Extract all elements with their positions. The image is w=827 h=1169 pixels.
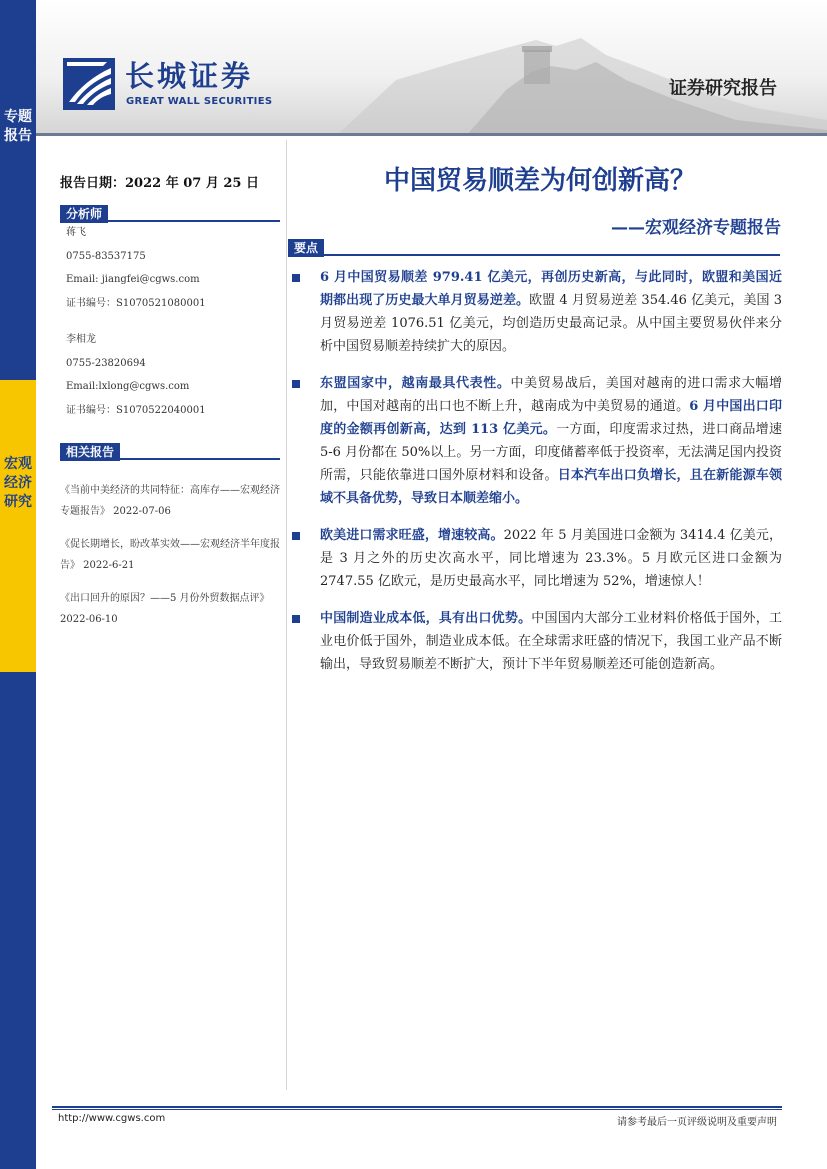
analysts-section-header — [60, 203, 280, 222]
report-type: 证券研究报告 — [669, 78, 777, 99]
key-point-lead-2: 6 月中国出口印度的金额再创新高，达到 113 亿美元。 — [320, 399, 782, 437]
related-section-header — [60, 441, 280, 460]
report-title: 中国贸易顺差为何创新高？ — [383, 166, 696, 196]
key-point-body: 中美贸易战后，美国对越南的进口需求大幅增加，中国对越南的出口也不断上升，越南成为中美贸易的通道。 — [320, 376, 782, 414]
sidebar-topic-label: 宏观经济研究 — [4, 456, 32, 510]
column-divider — [286, 140, 287, 1090]
footer-divider — [52, 1106, 782, 1108]
key-point — [290, 524, 782, 593]
key-points-section-header — [288, 237, 780, 256]
great-wall-logo-icon — [63, 58, 115, 110]
key-point-lead: 6 月中国贸易顺差 979.41 亿美元，再创历史新高，与此同时，欧盟和美国近期都出现了历史最大单月贸易逆差。 — [320, 270, 782, 308]
key-point-body: 欧盟 4 月贸易逆差 354.46 亿美元，美国 3 月贸易逆差 1076.51 亿美元，均创造历史最高记录。从中国主要贸易伙伴来分析中国贸易顺差持续扩大的原因。 — [320, 293, 782, 354]
key-point — [290, 266, 782, 358]
key-points-list — [290, 266, 782, 690]
square-bullet-icon — [292, 615, 300, 623]
analyst-2 — [66, 328, 206, 422]
related-report-item[interactable]: 《当前中美经济的共同特征：高库存——宏观经济专题报告》 2022-07-06 — [60, 485, 280, 517]
key-point-body: 中国国内大部分工业材料价格低于国外，工业电价低于国外，制造业成本低。在全球需求旺盛的情况下，我国工业产品不断输出，导致贸易顺差不断扩大，预计下半年贸易顺差还可能创造新高。 — [320, 611, 782, 672]
analyst-name: 蒋飞 — [66, 227, 86, 238]
analyst-phone: 0755-23820694 — [66, 357, 146, 369]
key-point-lead: 欧美进口需求旺盛，增速较高。 — [320, 528, 504, 543]
analyst-email: Email:lxlong@cgws.com — [66, 381, 190, 392]
key-point-body-2: 一方面，印度需求过热，进口商品增速 5-6 月份都在 50%以上。另一方面，印度储蓄率低于投资率，无法满足国内投资所需，只能依靠进口国外原材料和设备。 — [320, 422, 782, 483]
related-report-item[interactable]: 《促长期增长，盼改革实效——宏观经济半年度报告》 2022-6-21 — [60, 539, 280, 571]
key-points-header-label: 要点 — [288, 239, 324, 257]
key-point — [290, 372, 782, 510]
analyst-phone: 0755-83537175 — [66, 250, 146, 262]
analyst-cert: 证书编号：S1070522040001 — [66, 404, 206, 416]
related-reports-list — [60, 480, 282, 642]
square-bullet-icon — [292, 274, 300, 282]
analysts-header-label: 分析师 — [60, 205, 108, 223]
footer-divider-thin — [52, 1109, 782, 1110]
related-header-label: 相关报告 — [60, 443, 120, 461]
related-report-item[interactable]: 《出口回升的原因？——5 月份外贸数据点评》2022-06-10 — [60, 593, 270, 625]
square-bullet-icon — [292, 532, 300, 540]
sidebar-category-label: 专题报告 — [4, 109, 32, 144]
analyst-name: 李相龙 — [66, 334, 96, 345]
analyst-cert: 证书编号：S1070521080001 — [66, 297, 206, 309]
key-point-lead: 东盟国家中，越南最具代表性。 — [320, 376, 511, 391]
report-date: 报告日期：2022 年 07 月 25 日 — [60, 176, 259, 191]
key-point-body: 2022 年 5 月美国进口金额为 3414.4 亿美元，是 3 月之外的历史次高水平，同比增速为 23.3%。5 月欧元区进口金额为 2747.55 亿欧元，是历史最高水平，同比增速为 52%，增速惊人！ — [320, 528, 782, 589]
sidebar-highlight — [0, 380, 36, 672]
brand-name-en: GREAT WALL SECURITIES — [126, 96, 273, 107]
analyst-email: Email: jiangfei@cgws.com — [66, 274, 200, 285]
square-bullet-icon — [292, 380, 300, 388]
header-divider — [36, 133, 827, 136]
key-point-lead: 中国制造业成本低，具有出口优势。 — [320, 611, 532, 626]
key-point — [290, 607, 782, 676]
footer-disclaimer: 请参考最后一页评级说明及重要声明 — [617, 1117, 777, 1128]
report-subtitle: ——宏观经济专题报告 — [611, 218, 781, 238]
analyst-1 — [66, 221, 206, 315]
brand-name-cn: 长城证券 — [125, 59, 254, 93]
key-point-lead-3: 日本汽车出口负增长，且在新能源车领域不具备优势，导致日本顺差缩小。 — [320, 468, 782, 506]
footer-website-link[interactable]: http://www.cgws.com — [58, 1113, 166, 1124]
